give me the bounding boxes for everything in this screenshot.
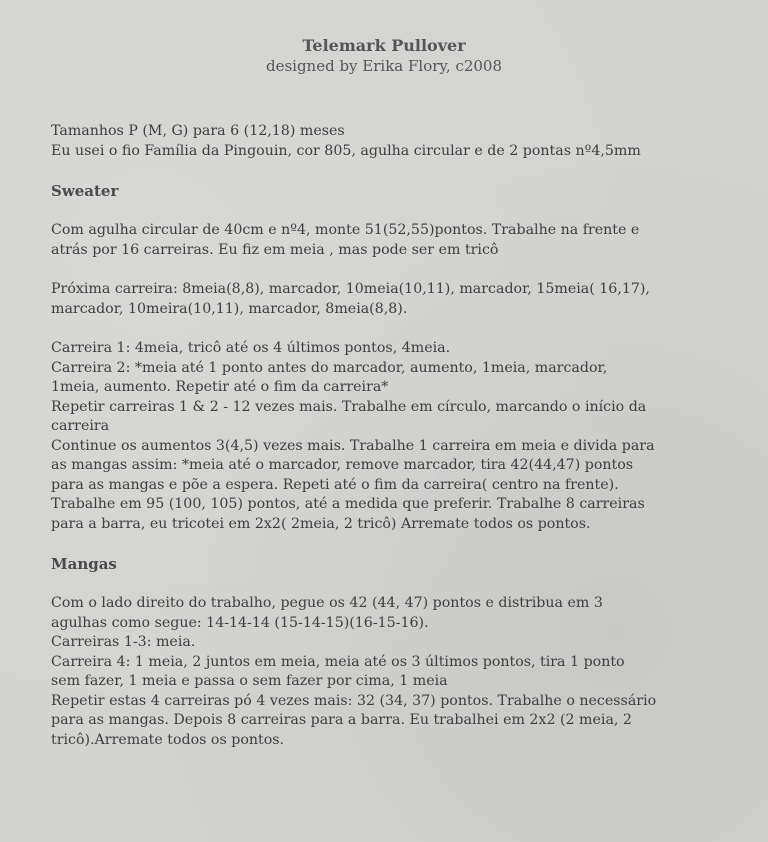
intro-line: Eu usei o fio Família da Pingouin, cor 805, agulha circular e de 2 pontas nº4,5mm	[51, 142, 641, 159]
document-body	[51, 122, 756, 750]
text-line: carreira	[51, 418, 110, 434]
intro-line: Tamanhos P (M, G) para 6 (12,18) meses	[51, 123, 345, 139]
text-line: Carreira 1: 4meia, tricô até os 4 últimos pontos, 4meia.	[51, 340, 451, 356]
document-title: Telemark Pullover	[302, 36, 466, 55]
sweater-paragraph-1	[51, 221, 756, 260]
text-line: tricô).Arremate todos os pontos.	[51, 731, 285, 748]
intro-block	[51, 122, 756, 161]
document-header	[0, 36, 768, 76]
sweater-paragraph-2	[51, 280, 756, 319]
text-line: Carreira 2: *meia até 1 ponto antes do marcador, aumento, 1meia, marcador,	[51, 359, 608, 376]
text-line: para as mangas. Depois 8 carreiras para a barra. Eu trabalhei em 2x2 (2 meia, 2	[51, 712, 632, 728]
text-line: Continue os aumentos 3(4,5) vezes mais. Trabalhe 1 carreira em meia e divida para	[51, 437, 655, 454]
mangas-paragraph-1	[51, 594, 756, 750]
text-line: para a barra, eu tricotei em 2x2( 2meia, 2 tricô) Arremate todos os pontos.	[51, 515, 591, 532]
text-line: Próxima carreira: 8meia(8,8), marcador, 10meia(10,11), marcador, 15meia( 16,17),	[51, 281, 650, 297]
text-line: marcador, 10meira(10,11), marcador, 8meia(8,8).	[51, 300, 408, 317]
text-line: atrás por 16 carreiras. Eu fiz em meia , mas pode ser em tricô	[51, 241, 499, 258]
text-line: Com agulha circular de 40cm e nº4, monte 51(52,55)pontos. Trabalhe na frente e	[51, 222, 640, 238]
section-heading-mangas: Mangas	[51, 555, 117, 573]
text-line: as mangas assim: *meia até o marcador, remove marcador, tira 42(44,47) pontos	[51, 457, 634, 473]
text-line: 1meia, aumento. Repetir até o fim da carreira*	[51, 379, 389, 395]
text-line: Repetir estas 4 carreiras pó 4 vezes mais: 32 (34, 37) pontos. Trabalhe o necessário	[51, 692, 657, 709]
section-heading-sweater: Sweater	[51, 182, 119, 200]
text-line: Carreira 4: 1 meia, 2 juntos em meia, meia até os 3 últimos pontos, tira 1 ponto	[51, 653, 625, 670]
text-line: para as mangas e põe a espera. Repeti até o fim da carreira( centro na frente).	[51, 476, 619, 493]
text-line: Carreiras 1-3: meia.	[51, 634, 196, 650]
text-line: Repetir carreiras 1 & 2 - 12 vezes mais. Trabalhe em círculo, marcando o início da	[51, 398, 647, 415]
text-line: agulhas como segue: 14-14-14 (15-14-15)(16-15-16).	[51, 614, 429, 631]
text-line: sem fazer, 1 meia e passa o sem fazer por cima, 1 meia	[51, 673, 448, 689]
text-line: Com o lado direito do trabalho, pegue os 42 (44, 47) pontos e distribua em 3	[51, 595, 603, 611]
text-line: Trabalhe em 95 (100, 105) pontos, até a medida que preferir. Trabalhe 8 carreiras	[51, 496, 645, 512]
document-subtitle: designed by Erika Flory, c2008	[265, 57, 503, 75]
sweater-paragraph-3	[51, 339, 756, 534]
